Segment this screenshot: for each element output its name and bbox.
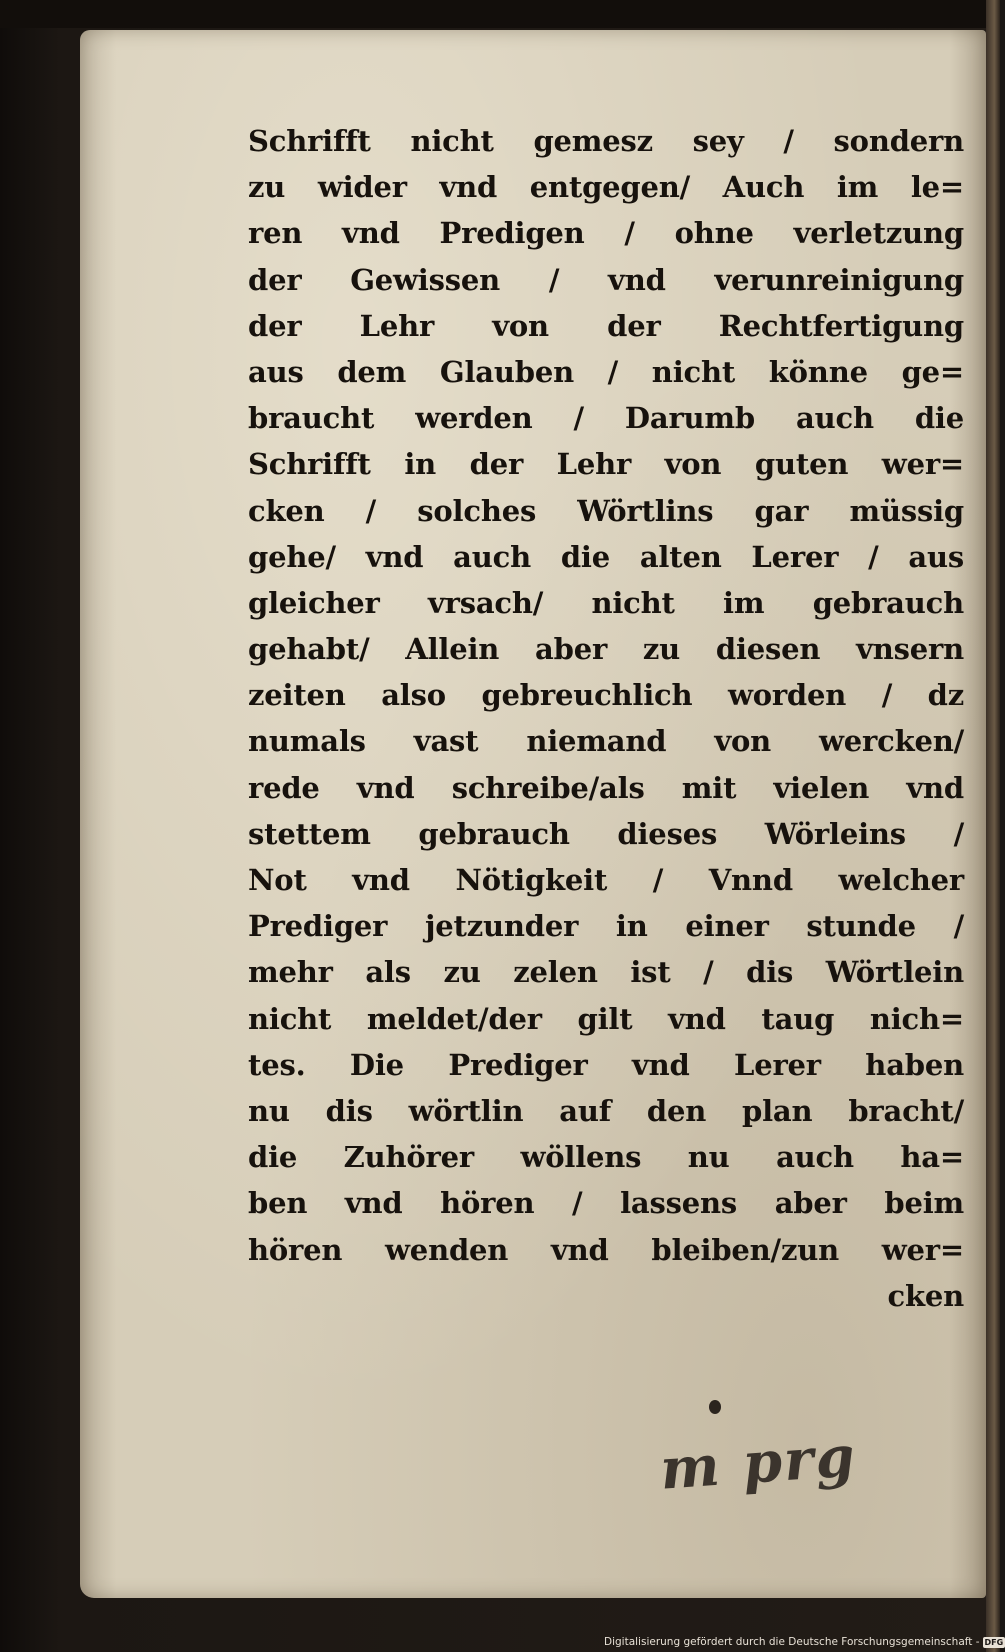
footer-credit-text: Digitalisierung gefördert durch die Deutsche Forschungsgemeinschaft -: [604, 1636, 980, 1648]
ink-dot-mark: [709, 1400, 721, 1414]
text-line: nu dis wörtlin auf den plan bracht/: [248, 1093, 964, 1128]
text-line: gehe/ vnd auch die alten Lerer / aus: [248, 539, 964, 574]
digitization-footer: [604, 1634, 1004, 1650]
text-line: tes. Die Prediger vnd Lerer haben: [248, 1047, 964, 1082]
text-line: stettem gebrauch dieses Wörleins /: [248, 816, 964, 851]
text-line: Schrifft in der Lehr von guten wer=: [248, 447, 964, 482]
catchword: cken: [887, 1278, 964, 1313]
text-line: hören wenden vnd bleiben/zun wer=: [248, 1232, 964, 1267]
text-line: cken / solches Wörtlins gar müssig: [248, 493, 964, 528]
text-line: der Gewissen / vnd verunreinigung: [248, 262, 964, 297]
text-line: Schrifft nicht gemesz sey / sondern: [248, 124, 964, 158]
book-page-edges: [986, 0, 1000, 1652]
text-line: aus dem Glauben / nicht könne ge=: [248, 354, 964, 389]
scan-top-border: [0, 0, 1000, 28]
text-line: zu wider vnd entgegen/ Auch im le=: [248, 170, 964, 205]
text-line: braucht werden / Darumb auch die: [248, 401, 964, 436]
text-line: die Zuhörer wöllens nu auch ha=: [248, 1140, 964, 1175]
text-line: mehr als zu zelen ist / dis Wörtlein: [248, 955, 964, 990]
dfg-logo: DFG: [984, 1637, 1004, 1647]
text-line: rede vnd schreibe/als mit vielen vnd: [248, 770, 964, 805]
book-page: [80, 30, 986, 1598]
text-line: numals vast niemand von wercken/: [248, 724, 964, 759]
page-text-block: [248, 118, 964, 1319]
text-line: ben vnd hören / lassens aber beim: [248, 1186, 964, 1221]
text-line: zeiten also gebreuchlich worden / dz: [248, 678, 964, 713]
text-line: Prediger jetzunder in einer stunde /: [248, 909, 964, 944]
handwritten-note: m prg: [657, 1423, 859, 1503]
text-line: ren vnd Predigen / ohne verletzung: [248, 216, 964, 251]
text-line: gehabt/ Allein aber zu diesen vnsern: [248, 632, 964, 667]
text-line: Not vnd Nötigkeit / Vnnd welcher: [248, 863, 964, 897]
text-line: gleicher vrsach/ nicht im gebrauch: [248, 585, 964, 620]
text-line: nicht meldet/der gilt vnd taug nich=: [248, 1001, 964, 1036]
text-line: der Lehr von der Rechtfertigung: [248, 308, 964, 343]
